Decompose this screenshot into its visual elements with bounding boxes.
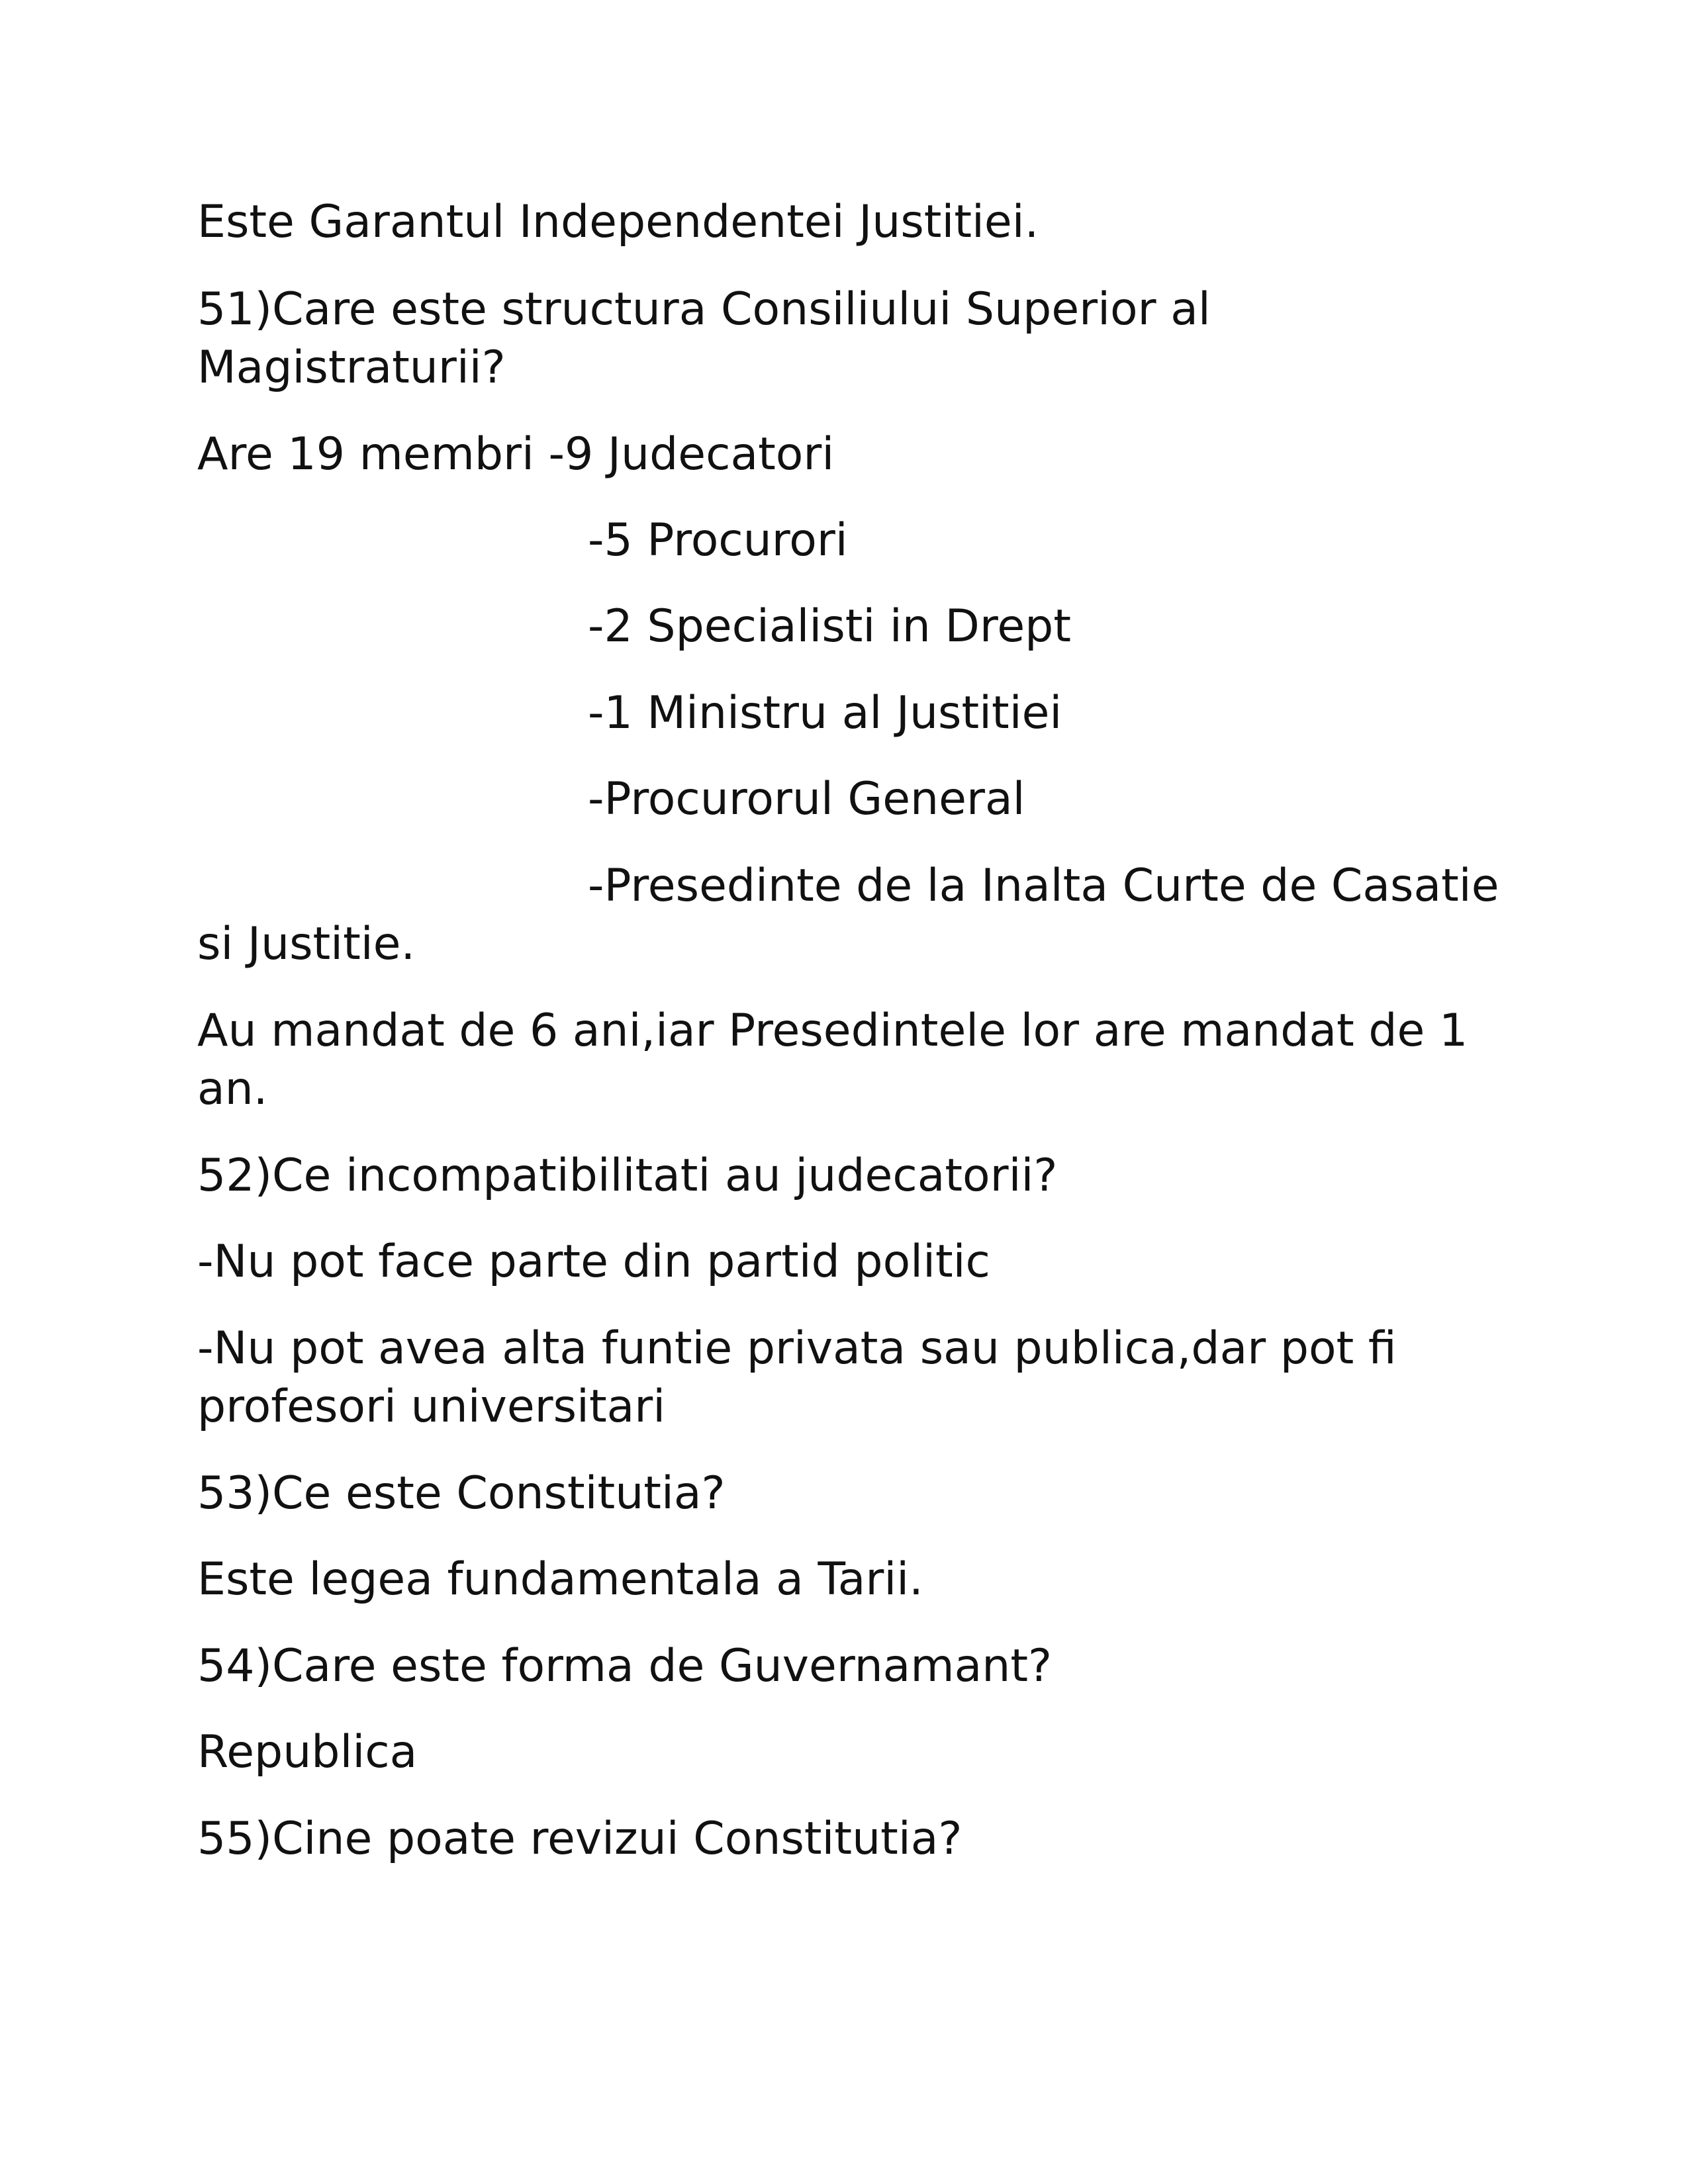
list-item: -1 Ministru al Justitiei [588,687,1062,739]
question-51: 51)Care este structura Consiliului Superior al [197,283,1211,336]
text-line: Este legea fundamentala a Tarii. [197,1553,923,1606]
list-item: -5 Procurori [588,514,848,567]
text-line: Este Garantul Independentei Justitiei. [197,196,1039,248]
text-line-continued: an. [197,1063,268,1115]
list-item: -Nu pot avea alta funtie privata sau publica,dar pot fi [197,1322,1397,1375]
question-53: 53)Ce este Constitutia? [197,1467,726,1520]
list-item-continued: si Justitie. [197,918,416,970]
text-line: Republica [197,1726,418,1778]
question-51-continued: Magistraturii? [197,341,506,394]
question-54: 54)Care este forma de Guvernamant? [197,1640,1053,1692]
list-item: -Nu pot face parte din partid politic [197,1236,990,1288]
question-55: 55)Cine poate revizui Constitutia? [197,1813,962,1865]
list-item: -Procurorul General [588,773,1025,825]
text-line: Are 19 membri -9 Judecatori [197,428,835,480]
question-52: 52)Ce incompatibilitati au judecatorii? [197,1150,1058,1202]
list-item-continued: profesori universitari [197,1381,666,1433]
list-item: -Presedinte de la Inalta Curte de Casatie [588,860,1499,912]
text-line: Au mandat de 6 ani,iar Presedintele lor are mandat de 1 [197,1005,1468,1057]
list-item: -2 Specialisti in Drept [588,600,1072,653]
